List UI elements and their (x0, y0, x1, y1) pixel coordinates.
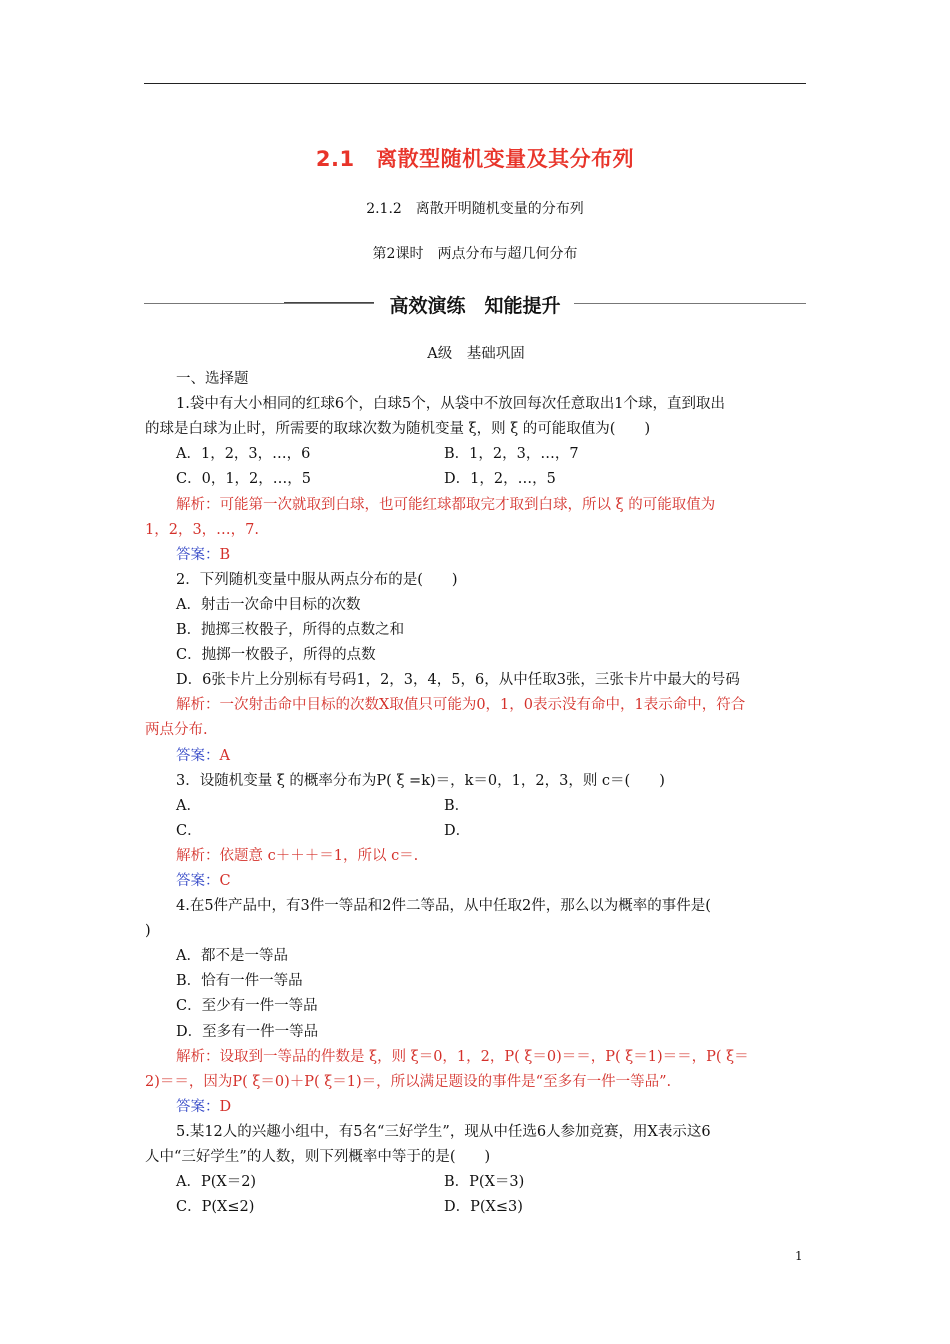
q1-option-c: C．0，1，2，…，5 (176, 471, 311, 488)
q2-option-a: A．射击一次命中目标的次数 (176, 596, 361, 613)
q3-options-row1 (145, 794, 807, 819)
q3-stem: 3．设随机变量 ξ 的概率分布为P( ξ =k)＝，k＝0，1，2，3，则 c＝( ) (176, 772, 665, 789)
q4-option-c: C．至少有一件一等品 (176, 998, 318, 1015)
lesson-subtitle: 第2课时 两点分布与超几何分布 (372, 246, 578, 262)
answer-label: 答案： (176, 872, 220, 889)
answer-label: 答案： (176, 546, 220, 563)
q3-analysis: 解析：依题意 c＋＋＋＝1，所以 c＝. (176, 847, 419, 864)
q5-option-a: A．P(X＝2) (176, 1174, 257, 1191)
q4-stem: 4.在5件产品中，有3件一等品和2件二等品，从中任取2件，那么以为概率的事件是( (176, 898, 711, 915)
q2-option-b: B．抛掷三枚骰子，所得的点数之和 (176, 622, 405, 639)
page-number: 1 (795, 1249, 803, 1263)
answer-value: C (219, 872, 231, 889)
q1-stem-cont: 的球是白球为止时，所需要的取球次数为随机变量 ξ，则 ξ 的可能取值为( ) (145, 421, 651, 438)
header-rule (144, 83, 806, 84)
q4-option-b: B．恰有一件一等品 (176, 973, 303, 990)
answer-value: B (219, 546, 231, 563)
q5-options-row1 (145, 1170, 807, 1195)
q5-stem-cont: 人中“三好学生”的人数，则下列概率中等于的是( ) (145, 1149, 491, 1165)
q2-option-c: C．抛掷一枚骰子，所得的点数 (176, 647, 376, 664)
q2-stem: 2．下列随机变量中服从两点分布的是( ) (176, 571, 458, 588)
q4-option-a: A．都不是一等品 (176, 948, 288, 965)
answer-label: 答案： (176, 1098, 220, 1115)
q4-analysis: 解析：设取到一等品的件数是 ξ，则 ξ＝0，1，2，P( ξ＝0)＝＝，P( ξ＝1)＝＝，P( ξ＝ (176, 1048, 749, 1065)
q4-analysis-cont: 2)＝＝，因为P( ξ＝0)＋P( ξ＝1)＝，所以满足题设的事件是“至多有一件一等品”. (145, 1073, 672, 1090)
answer-label: 答案： (176, 747, 220, 764)
q5-stem: 5.某12人的兴趣小组中，有5名“三好学生”，现从中任选6人参加竞赛，用X表示这6 (176, 1123, 711, 1140)
q5-option-d: D．P(X≤3) (444, 1199, 523, 1216)
q3-option-b: B． (444, 797, 470, 814)
q1-options-row1 (145, 442, 807, 467)
q1-answer (145, 543, 807, 568)
section-banner (144, 291, 806, 317)
q1-analysis-cont: 1，2，3，…，7. (145, 521, 260, 538)
q3-option-a: A． (176, 797, 201, 814)
q1-option-a: A．1，2，3，…，6 (176, 446, 311, 463)
q1-options-row2 (145, 467, 807, 492)
section-subtitle: 2.1.2 离散开明随机变量的分布列 (366, 201, 584, 217)
q5-option-c: C．P(X≤2) (176, 1199, 255, 1216)
q3-answer (145, 869, 807, 894)
q3-option-c: C． (176, 822, 202, 839)
q1-analysis: 解析：可能第一次就取到白球，也可能红球都取完才取到白球，所以 ξ 的可能取值为 (176, 496, 716, 513)
q2-answer (145, 744, 807, 769)
q1-option-b: B．1，2，3，…，7 (444, 446, 579, 463)
q2-option-d: D．6张卡片上分别标有号码1，2，3，4，5，6，从中任取3张，三张卡片中最大的号码 (176, 672, 740, 689)
q1-option-d: D．1，2，…，5 (444, 471, 556, 488)
q5-option-b: B．P(X＝3) (444, 1174, 525, 1191)
q2-analysis: 解析：一次射击命中目标的次数X取值只可能为0，1，0表示没有命中，1表示命中，符合 (176, 697, 746, 714)
level-heading: A级 基础巩固 (427, 346, 525, 362)
q4-stem-cont: ) (145, 923, 151, 940)
q3-option-d: D． (444, 822, 471, 839)
q1-stem: 1.袋中有大小相同的红球6个，白球5个，从袋中不放回每次任意取出1个球，直到取出 (176, 396, 726, 413)
main-title: 2.1 离散型随机变量及其分布列 (315, 147, 635, 171)
q3-options-row2 (145, 819, 807, 844)
q5-options-row2 (145, 1195, 807, 1220)
q4-option-d: D．至多有一件一等品 (176, 1023, 319, 1040)
q2-analysis-cont: 两点分布. (145, 722, 208, 739)
answer-value: D (219, 1098, 232, 1115)
q4-answer (145, 1095, 807, 1120)
part-heading: 一、选择题 (176, 371, 249, 388)
banner-title: 高效演练 知能提升 (389, 295, 561, 317)
exercise-content (145, 342, 807, 1220)
answer-value: A (219, 747, 230, 764)
